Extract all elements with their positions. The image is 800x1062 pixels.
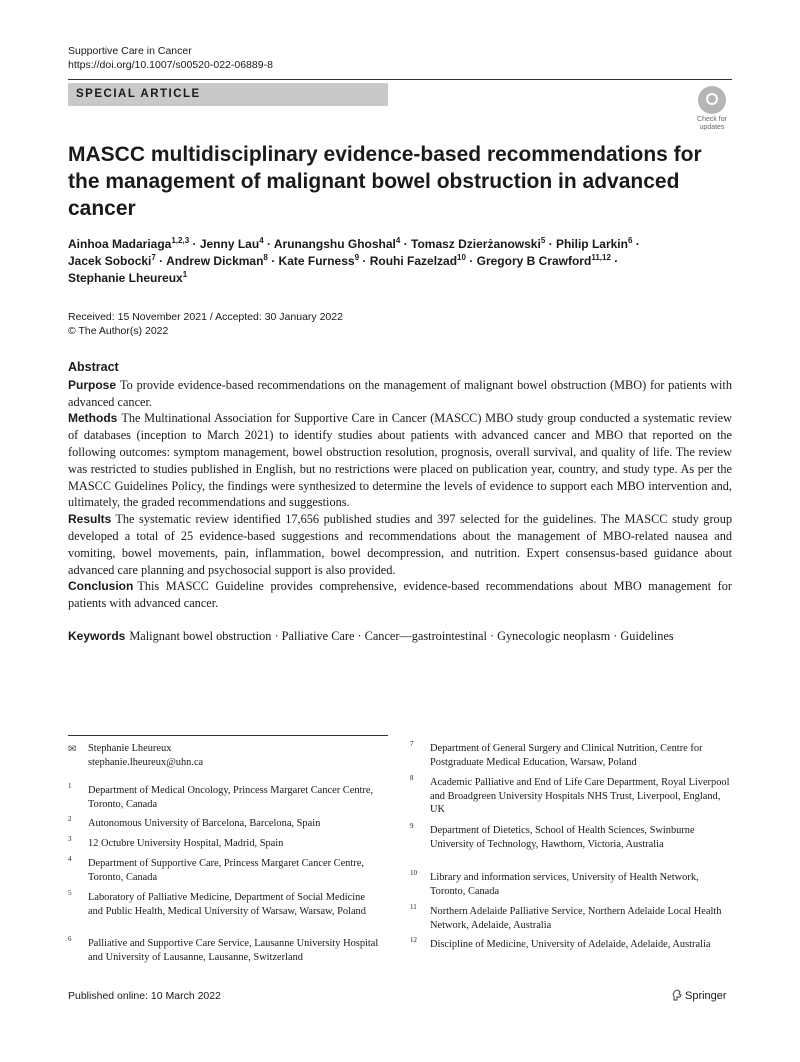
publisher-name: Springer	[685, 990, 727, 1002]
journal-header	[68, 44, 273, 72]
received-accepted: Received: 15 November 2021 / Accepted: 30 January 2022	[68, 311, 343, 323]
abstract-methods: Methods The Multinational Association for Supportive Care in Cancer (MASCC) MBO study group conducted a systematic review of databases (inception to March 2021) to identify studies about patients with advanced cancer and MBO that reported on the following outcomes: symptom management, bowel obstruction resolution, prognosis, overall survival, and quality of life. The review was restricted to studies published in English, but no restrictions were placed on publication year, country, and study type. As per the MASCC Guidelines Policy, the findings were synthesized to determine the levels of evidence to support each MBO intervention and, ultimately, the graded recommendations and suggestions.	[68, 411, 732, 510]
corresponding-author: Stephanie Lheureux	[88, 743, 172, 754]
article-type-label: SPECIAL ARTICLE	[76, 88, 201, 100]
abstract-heading: Abstract	[68, 360, 119, 374]
author[interactable]: Gregory B Crawford$^{11,12}$	[476, 253, 611, 268]
author-list: Ainhoa Madariaga$^{1,2,3}$ · Jenny Lau$^4$ · Arunangshu Ghoshal$^4$ · Tomasz Dzierżanowski$^5$ · Philip Larkin$^6$ · Jacek Sobocki$^7$ · Andrew Dickman$^8$ · Kate Furness$^9$ · Rouhi Fazelzad$^{10}$ · Gregory B Crawford$^{11,12}$ · Stephanie Lheureux$^1$	[68, 236, 640, 285]
abstract-conclusion: Conclusion This MASCC Guideline provides comprehensive, evidence-based recommendations about MBO management for patients with advanced cancer.	[68, 579, 732, 611]
author[interactable]: Tomasz Dzierżanowski$^5$	[411, 236, 546, 251]
keywords	[68, 628, 732, 644]
author[interactable]: Rouhi Fazelzad$^{10}$	[369, 253, 466, 268]
author[interactable]: Jenny Lau$^4$	[199, 236, 264, 251]
author[interactable]: Kate Furness$^9$	[278, 253, 360, 268]
author[interactable]: Arunangshu Ghoshal$^4$	[273, 236, 401, 251]
check-for-updates-badge[interactable]	[690, 86, 734, 130]
author[interactable]: Philip Larkin$^6$	[555, 236, 633, 251]
doi-link[interactable]: https://doi.org/10.1007/s00520-022-06889-8	[68, 59, 273, 71]
author[interactable]: Ainhoa Madariaga$^{1,2,3}$	[68, 236, 190, 251]
copyright: © The Author(s) 2022	[68, 325, 169, 337]
published-online: Published online: 10 March 2022	[68, 990, 221, 1002]
author[interactable]: Jacek Sobocki$^7$	[68, 253, 156, 268]
keywords-label: Keywords	[68, 629, 126, 643]
article-title: MASCC multidisciplinary evidence-based recommendations for the management of malignant bowel obstruction in advanced cancer	[68, 143, 702, 220]
author[interactable]: Stephanie Lheureux$^1$	[68, 270, 188, 285]
article-type-banner	[68, 83, 388, 106]
abstract	[68, 359, 732, 612]
check-updates-label: Check for updates	[697, 116, 727, 131]
article-dates	[68, 310, 343, 338]
journal-name: Supportive Care in Cancer	[68, 45, 192, 57]
check-updates-icon	[698, 86, 726, 114]
abstract-results: Results The systematic review identified 17,656 published studies and 397 selected for the guidelines. The MASCC study group developed a total of 25 evidence-based suggestions and recommendations about the management of MBO-related nausea and vomiting, bowel movements, pain, inflammation, bowel decompression, and nutrition. Expert consensus-based guidance about advanced care planning and psychosocial support is also provided.	[68, 512, 732, 577]
springer-horse-icon	[672, 989, 682, 1001]
footnote-rule	[68, 735, 388, 736]
keywords-list: Malignant bowel obstruction · Palliative Care · Cancer—gastrointestinal · Gynecologic neoplasm · Guidelines	[129, 629, 674, 643]
author[interactable]: Andrew Dickman$^8$	[166, 253, 268, 268]
abstract-purpose: Purpose To provide evidence-based recommendations on the management of malignant bowel obstruction (MBO) for patients with advanced cancer.	[68, 377, 732, 409]
corresponding-email[interactable]: stephanie.lheureux@uhn.ca	[88, 756, 204, 768]
publisher-logo[interactable]	[672, 989, 727, 1002]
envelope-icon: ✉	[68, 744, 77, 755]
header-rule	[68, 79, 732, 80]
